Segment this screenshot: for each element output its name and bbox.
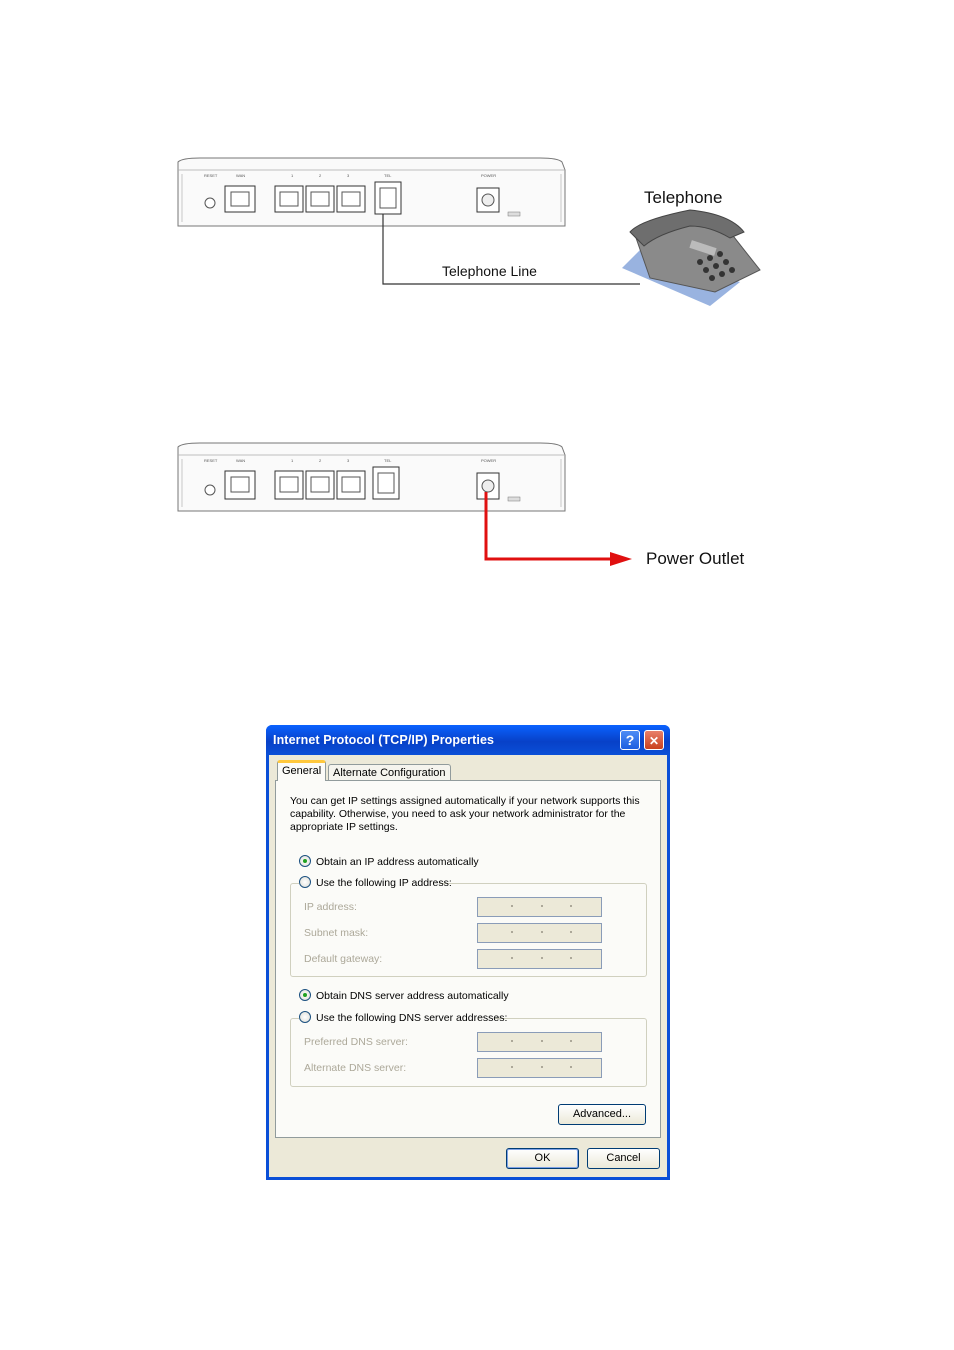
telephone-icon: [622, 210, 760, 306]
tel-label: TEL: [384, 458, 392, 463]
tel-port: [375, 182, 401, 214]
ip-address-label: IP address:: [304, 901, 357, 913]
tcpip-properties-dialog: [266, 725, 670, 1180]
telephone-line-label: Telephone Line: [442, 263, 537, 279]
dns-manual-option[interactable]: [299, 1011, 508, 1025]
reset-button: [205, 198, 215, 208]
advanced-button[interactable]: Advanced...: [558, 1104, 646, 1125]
cancel-button[interactable]: Cancel: [587, 1148, 660, 1169]
dns-manual-label: Use the following DNS server addresses:: [316, 1012, 508, 1024]
telephone-connection-figure: [170, 150, 770, 310]
close-icon: ✕: [648, 734, 660, 748]
telephone-label: Telephone: [644, 188, 723, 207]
power-label: POWER: [481, 458, 497, 463]
alternate-dns-label: Alternate DNS server:: [304, 1062, 407, 1074]
tab-alternate-configuration[interactable]: Alternate Configuration: [328, 764, 451, 781]
help-icon: ?: [625, 732, 635, 748]
lan-port-3: [337, 471, 365, 499]
wan-label: WAN: [236, 458, 246, 463]
default-gateway-input[interactable]: [477, 949, 602, 969]
wan-label: WAN: [236, 173, 246, 178]
ip-manual-option[interactable]: [299, 876, 452, 890]
lan1-label: 1: [291, 173, 294, 178]
default-gateway-label: Default gateway:: [304, 953, 383, 965]
dns-auto-label: Obtain DNS server address automatically: [316, 990, 509, 1002]
wan-port: [225, 186, 255, 212]
alternate-dns-input[interactable]: [477, 1058, 602, 1078]
ip-manual-label: Use the following IP address:: [316, 877, 452, 889]
tel-label: TEL: [384, 173, 392, 178]
description-text: You can get IP settings assigned automatically if your network supports this capability. Otherwise, you need to ask your network administrator for the appropriate IP settings.: [290, 795, 640, 833]
router-rear-panel: [178, 443, 565, 511]
arrow-right-icon: [610, 552, 632, 566]
ip-auto-radio[interactable]: [299, 855, 311, 867]
lan-port-1: [275, 186, 303, 212]
lan3-label: 3: [347, 458, 350, 463]
router-rear-panel: [178, 158, 565, 226]
lan-port-2: [306, 471, 334, 499]
ip-manual-radio[interactable]: [299, 876, 311, 888]
lan-port-3: [337, 186, 365, 212]
close-button[interactable]: [644, 730, 664, 750]
lan-port-2: [306, 186, 334, 212]
title-bar: [266, 725, 670, 755]
wan-port: [225, 471, 255, 499]
lan-port-1: [275, 471, 303, 499]
dialog-body: [269, 755, 667, 1177]
power-outlet-label: Power Outlet: [646, 549, 745, 568]
ip-address-input[interactable]: [477, 897, 602, 917]
lan3-label: 3: [347, 173, 350, 178]
subnet-mask-input[interactable]: [477, 923, 602, 943]
ip-auto-label: Obtain an IP address automatically: [316, 856, 479, 868]
dialog-title: Internet Protocol (TCP/IP) Properties: [273, 733, 495, 747]
subnet-mask-label: Subnet mask:: [304, 927, 369, 939]
reset-label: RESET: [204, 173, 218, 178]
general-tab-panel: [275, 780, 661, 1138]
preferred-dns-label: Preferred DNS server:: [304, 1036, 408, 1048]
tab-general[interactable]: General: [277, 760, 326, 781]
preferred-dns-input[interactable]: [477, 1032, 602, 1052]
reset-label: RESET: [204, 458, 218, 463]
lan1-label: 1: [291, 458, 294, 463]
lan2-label: 2: [319, 458, 322, 463]
ok-button[interactable]: OK: [506, 1148, 579, 1169]
power-label: POWER: [481, 173, 497, 178]
dns-manual-radio[interactable]: [299, 1011, 311, 1023]
help-button[interactable]: [620, 730, 640, 750]
power-connection-figure: [170, 435, 770, 580]
tel-port: [373, 467, 399, 499]
lan2-label: 2: [319, 173, 322, 178]
dns-auto-radio[interactable]: [299, 989, 311, 1001]
reset-button: [205, 485, 215, 495]
